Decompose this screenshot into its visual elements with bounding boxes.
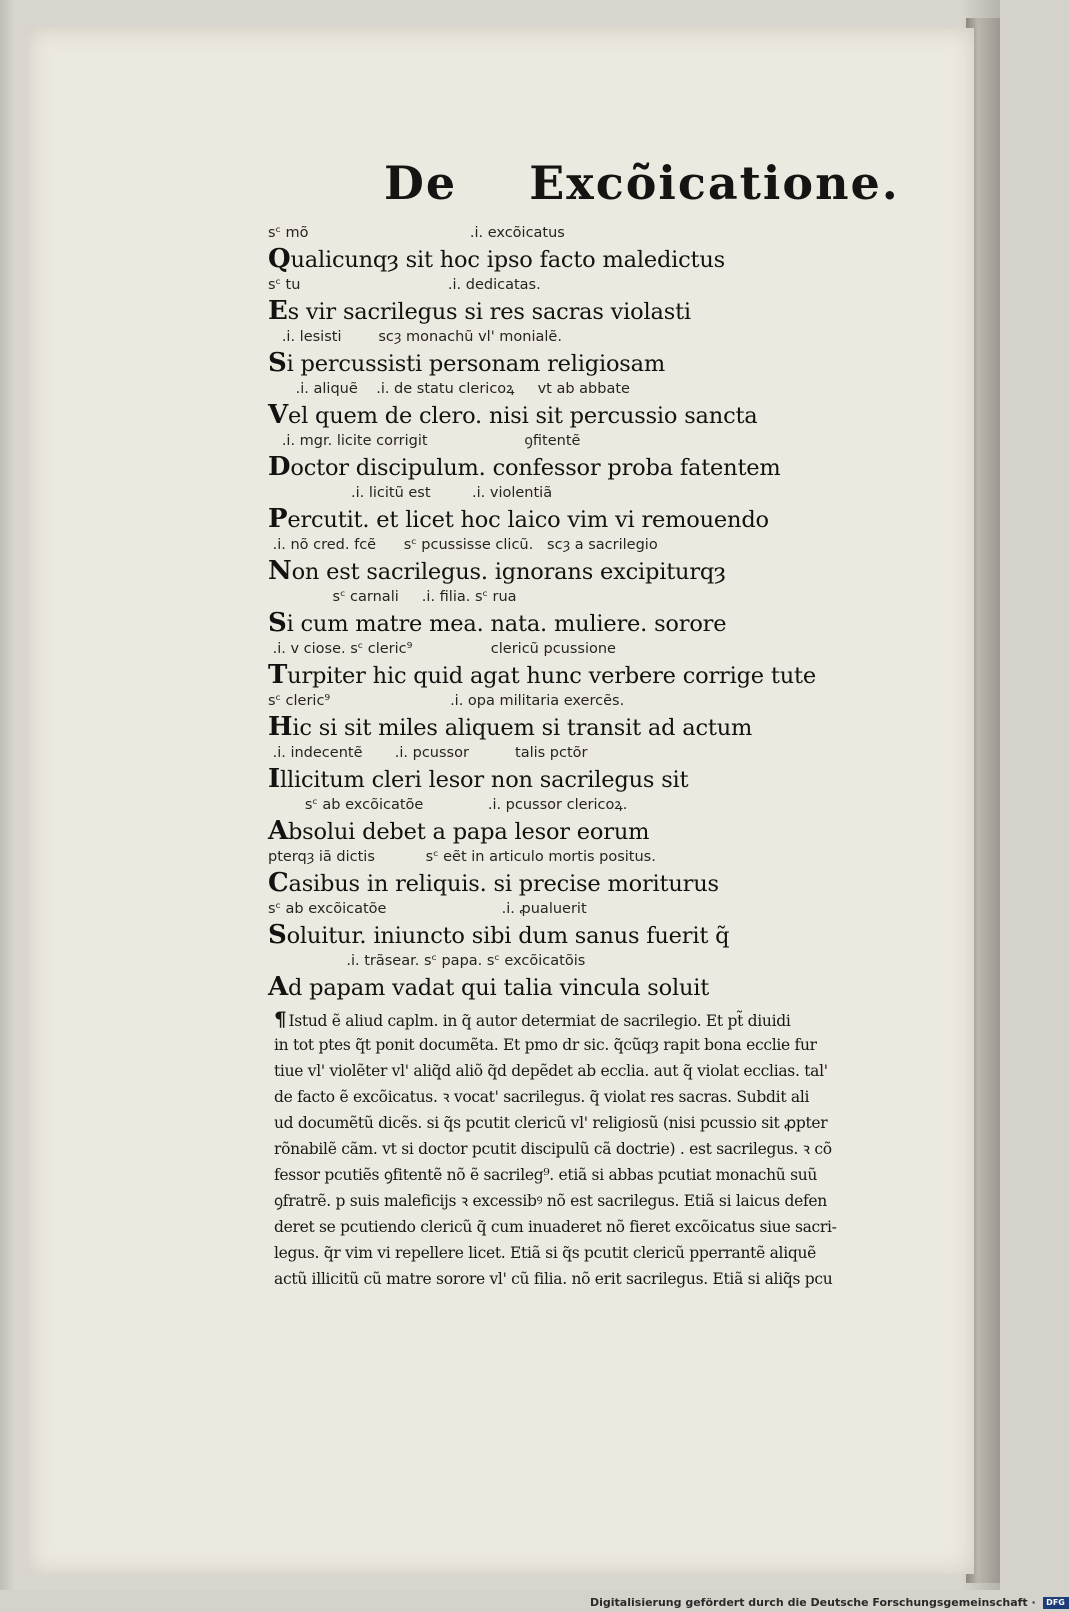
verse-line: Ad papam vadat qui talia vincula soluit [268,972,710,1002]
verse-line: Si percussisti personam religiosam [268,348,665,378]
pilcrow-icon: ¶ [274,1007,287,1031]
interlinear-gloss: sᶜ ab excõicatõe .i. ꝓualuerit [268,901,587,917]
verse-line: Es vir sacrilegus si res sacras violasti [268,296,691,326]
commentary-line: ud documẽtũ dicẽs. si q̃s pcutit clericũ vl' religiosũ (nisi pcussio sit ꝓpter [274,1114,828,1132]
commentary-line: actũ illicitũ cũ matre sorore vl' cũ filia. nõ erit sacrilegus. Etiã si aliq̃s pcu [274,1270,833,1288]
commentary-line: tiue vl' violẽter vl' aliq̃d aliõ q̃d depẽdet ab ecclia. aut q̃ violat ecclias. tal' [274,1062,828,1080]
verse-line: Percutit. et licet hoc laico vim vi remouendo [268,504,769,534]
verse-line: Hic si sit miles aliquem si transit ad actum [268,712,753,742]
commentary-line: rõnabilẽ cãm. vt si doctor pcutit discipulũ cã doctrie) . est sacrilegus. ꝛ cõ [274,1140,832,1158]
interlinear-gloss: sᶜ tu .i. dedicatas. [268,277,541,293]
commentary-line: ꝯfratrẽ. p suis maleficijs ꝛ excessibꝰ nõ est sacrilegus. Etiã si laicus defen [274,1192,827,1210]
interlinear-gloss: sᶜ ab excõicatõe .i. pcussor clericoꝝ. [268,797,628,813]
verse-line: Si cum matre mea. nata. muliere. sorore [268,608,727,638]
interlinear-gloss: .i. mgr. licite corrigit ꝯfitentẽ [268,433,581,449]
verse-line: Non est sacrilegus. ignorans excipiturqȝ [268,556,726,586]
interlinear-gloss: .i. aliquẽ .i. de statu clericoꝝ vt ab abbate [268,381,630,397]
commentary-line: in tot ptes q̃t ponit documẽta. Et pmo dr sic. q̃cũqȝ rapit bona ecclie fur [274,1036,817,1054]
commentary-line: fessor pcutiẽs ꝯfitentẽ nõ ẽ sacrileg⁹. etiã si abbas pcutiat monachũ suũ [274,1166,818,1184]
verse-line: Qualicunqȝ sit hoc ipso facto maledictus [268,244,726,274]
interlinear-gloss: sᶜ mõ .i. excõicatus [268,225,565,241]
verse-line: Absolui debet a papa lesor eorum [268,816,650,846]
verse-block [268,222,868,1002]
commentary-line: deret se pcutiendo clericũ q̃ cum inuaderet nõ fieret excõicatus siue sacri- [274,1218,837,1236]
verse-line: Turpiter hic quid agat hunc verbere corrige tute [268,660,816,690]
interlinear-gloss: .i. nõ cred. fcẽ sᶜ pcussisse clicũ. scȝ a sacrilegio [268,537,658,553]
credit-text: Digitalisierung gefördert durch die Deutsche Forschungsgemeinschaft · [590,1596,1036,1609]
interlinear-gloss: sᶜ carnali .i. filia. sᶜ rua [268,589,517,605]
dfg-logo: DFG [1043,1597,1069,1609]
commentary-line: de facto ẽ excõicatus. ꝛ vocat' sacrilegus. q̃ violat res sacras. Subdit ali [274,1088,810,1106]
interlinear-gloss: .i. lesisti scȝ monachũ vl' monialẽ. [268,329,562,345]
verse-line: Vel quem de clero. nisi sit percussio sancta [268,400,758,430]
interlinear-gloss: .i. licitũ est .i. violentiã [268,485,553,501]
commentary-line [274,1006,924,1032]
verse-line: Casibus in reliquis. si precise moriturus [268,868,719,898]
page-heading: De Excõicatione. [384,156,900,210]
interlinear-gloss: .i. trãsear. sᶜ papa. sᶜ excõicatõis [268,953,586,969]
verse-line: Illicitum cleri lesor non sacrilegus sit [268,764,689,794]
commentary-block [274,1006,924,1292]
verse-line: Doctor discipulum. confessor proba fatentem [268,452,781,482]
digitization-credit [590,1594,1069,1612]
commentary-line: legus. q̃r vim vi repellere licet. Etiã si q̃s pcutit clericũ pperrantẽ aliquẽ [274,1244,817,1262]
interlinear-gloss: pterqȝ iã dictis sᶜ eẽt in articulo mortis positus. [268,849,656,865]
interlinear-gloss: .i. indecentẽ .i. pcussor talis pctõr [268,745,588,761]
verse-line: Soluitur. iniuncto sibi dum sanus fuerit q̃ [268,920,730,950]
interlinear-gloss: .i. v ciose. sᶜ cleric⁹ clericũ pcussione [268,641,616,657]
interlinear-gloss: sᶜ cleric⁹ .i. opa militaria exercẽs. [268,693,625,709]
commentary-line-text: Istud ẽ aliud caplm. in q̃ autor determiat de sacrilegio. Et pt̃ diuidi [288,1012,791,1030]
